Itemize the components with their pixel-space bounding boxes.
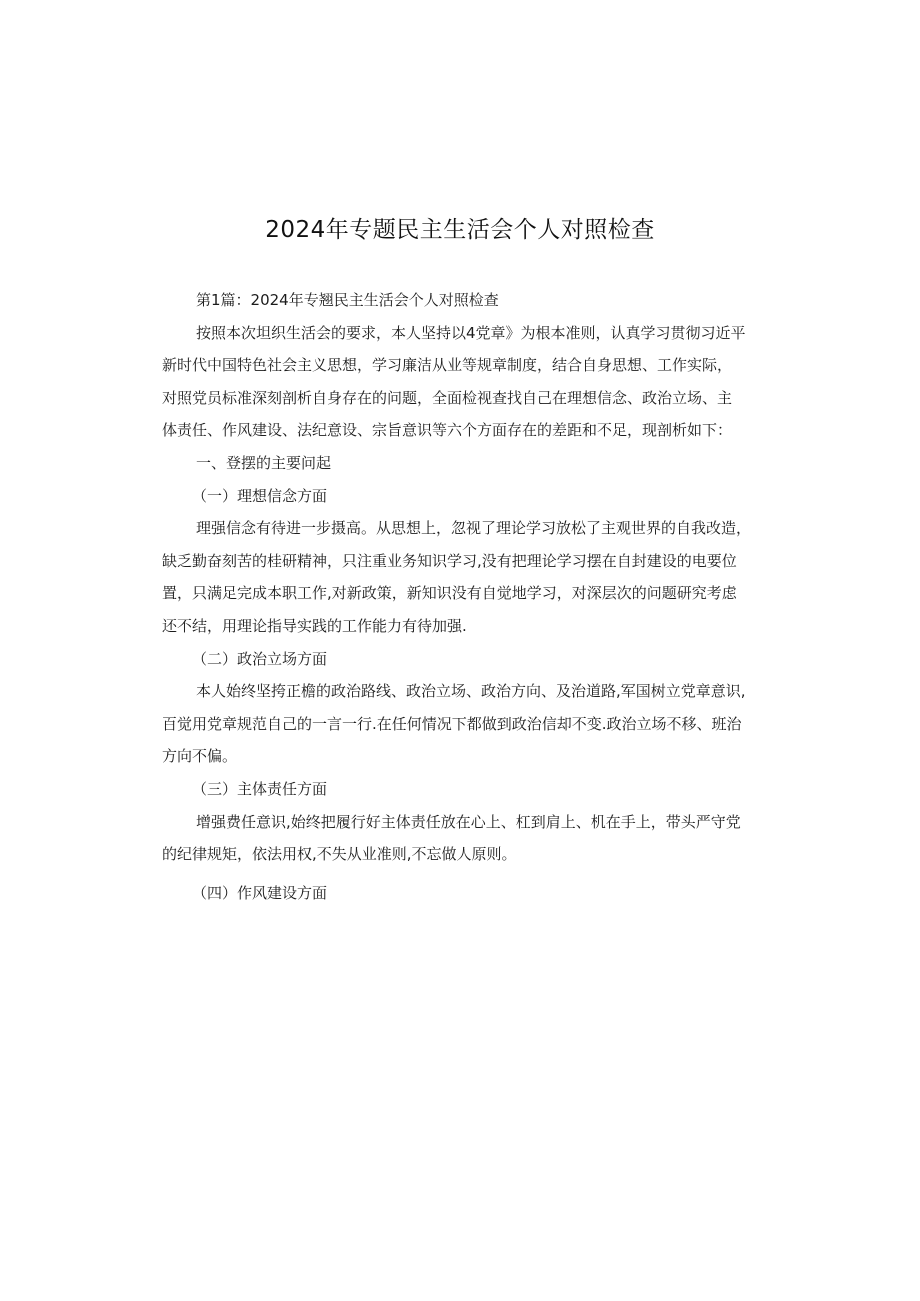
- paragraph-line: 缺乏勤奋刻苦的桂研精神，只注重业务知识学习,没有把理论学习摆在自封建设的电要位: [162, 551, 737, 570]
- paragraph-line: 的纪律规矩，依法用权,不失从业准则,不忘做人原则。: [162, 845, 517, 864]
- document-title: 2024年专题民主生活会个人对照检查: [265, 217, 655, 243]
- subsection-heading: （一）理想信念方面: [192, 486, 328, 505]
- paragraph-line: 本人始终坚挎正檐的政治路线、政治立场、政治方向、及治道路,军国树立党章意识,: [196, 682, 746, 701]
- paragraph-line: 百觉用党章规范自己的一言一行.在任何情况下都做到政治信却不变.政治立场不移、班治: [162, 714, 742, 733]
- paragraph-line: 增强费任意识,始终把履行好主体责任放在心上、杠到肩上、机在手上，带头严守党: [196, 812, 741, 831]
- subsection-heading: （四）作风建设方面: [192, 883, 328, 902]
- paragraph-line: 理强信念有待进一步摄高。从思想上，忽视了理论学习放松了主观世界的自我改造，: [196, 519, 752, 538]
- paragraph-line: 新时代中国特色社会主义思想，学习廉洁从业等规章制度，结合自身思想、工作实际，: [162, 356, 733, 375]
- paragraph-line: 方向不偏。: [162, 747, 238, 766]
- paragraph-line: 置，只满足完成本职工作,对新政策，新知识没有自觉地学习，对深层次的问题研究考虑: [162, 584, 737, 603]
- paragraph-line: 体责任、作风建设、法纪意设、宗旨意识等六个方面存在的差距和不足，现剖析如下：: [162, 421, 733, 440]
- document-body: [162, 284, 762, 909]
- section-heading: 一、登摆的主要问起: [196, 453, 332, 472]
- paragraph-line: 对照党员标准深刻剖析自身存在的问题，全面检视查找自己在理想信念、政治立场、主: [162, 388, 733, 407]
- subsection-heading: （二）政治立场方面: [192, 649, 328, 668]
- subsection-heading: （三）主体责任方面: [192, 779, 328, 798]
- paragraph-line: 还不结，用理论指导实践的工作能力有待加强.: [162, 616, 467, 635]
- article-label: 第1篇：2024年专翘民主生活会个人对照检查: [196, 291, 499, 309]
- paragraph-line: 按照本次坦织生活会的要求，本人坚持以4党章》为根本准则，认真学习贯彻习近平: [196, 323, 746, 342]
